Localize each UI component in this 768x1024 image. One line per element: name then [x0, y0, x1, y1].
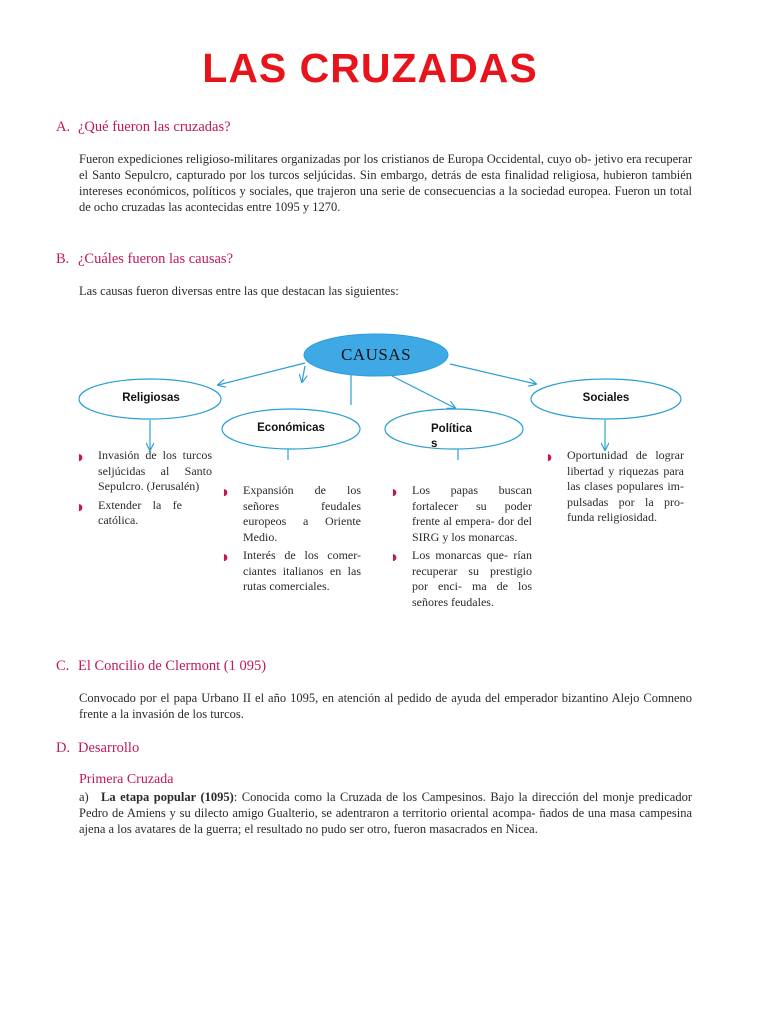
section-letter: C. [56, 658, 70, 674]
item-text: : Conocida como la Cruzada de los Campesinos. Bajo la dirección del monje predicador Pedro de Amiens y su dilecto amigo Gualterio, se adentraron a territorio oriental acompa- ñados de una masa campesina ajena a los avatares de la guerra; el resultado no pudo ser otro, fueron masacrados en Nicea. [79, 790, 692, 836]
list-item: ◗ Invasión de los turcos seljúcidas al Santo Sepulcro. (Jerusalén) [78, 448, 212, 493]
causas-label: CAUSAS [340, 345, 412, 364]
arrow-to-economicas [302, 366, 305, 382]
section-title: El Concilio de Clermont (1 095) [78, 658, 267, 674]
bullet-icon: ◗ [223, 553, 228, 563]
section-d-item [79, 789, 692, 837]
list-item: ◗ Oportunidad de lograr libertad y riquezas para las clases populares im- pulsadas por la pro- funda religiosidad. [547, 448, 684, 524]
politica-list [392, 483, 532, 613]
causes-diagram [0, 320, 768, 460]
section-title: Desarrollo [78, 740, 140, 756]
sociales-list [547, 448, 684, 529]
arrow-to-sociales [450, 364, 536, 384]
section-c-body: Convocado por el papa Urbano II el año 1095, en atención al pedido de ayuda del emperador bizantino Alejo Comneno frente a la invasión de los turcos. [79, 691, 692, 721]
section-d-heading [56, 739, 139, 757]
list-item: ◗ Expansión de los señores feudales europeos a Oriente Medio. [223, 483, 361, 544]
subheading-primera-cruzada: Primera Cruzada [79, 772, 174, 787]
arrow-to-politica [392, 376, 455, 408]
page-title: LAS CRUZADAS [202, 45, 538, 91]
bullet-icon: ◗ [547, 453, 552, 463]
bullet-icon: ◗ [223, 488, 228, 498]
economicas-list [223, 483, 361, 598]
bullet-icon: ◗ [78, 453, 83, 463]
item-bold-title: La etapa popular (1095) [101, 790, 234, 804]
economicas-label: Económicas [257, 422, 325, 434]
section-c-heading [56, 657, 266, 675]
politica-label-line1: Política [431, 423, 472, 435]
section-title: ¿Qué fueron las cruzadas? [78, 119, 231, 135]
section-letter: A. [56, 119, 71, 135]
list-item: ◗ Extender la fe católica. [78, 497, 182, 527]
politica-label-line2: s [431, 438, 438, 450]
sociales-label: Sociales [582, 392, 630, 404]
section-b-body: Las causas fueron diversas entre las que destacan las siguientes: [79, 284, 399, 298]
religiosas-list [78, 448, 212, 532]
religiosas-label: Religiosas [122, 392, 180, 404]
bullet-icon: ◗ [392, 488, 397, 498]
section-a-heading [56, 118, 231, 136]
section-a-body: Fueron expediciones religioso-militares organizadas por los cristianos de Europa Occidental, cuyo ob- jetivo era recuperar el Santo Sepulcro, capturado por los turcos seljúcidas. Sin embargo, detrás de esta finalidad religiosa, hubieron también intereses económicos, políticos y sociales, que trajeron una serie de consecuencias a la sociedad europea. Fueron un total de ocho cruzadas las acontecidas entre 1095 y 1270. [79, 152, 692, 214]
section-letter: D. [56, 740, 71, 756]
politica-label [431, 422, 472, 452]
section-b-heading [56, 250, 233, 268]
item-marker: a) [79, 790, 89, 804]
bullet-icon: ◗ [78, 502, 83, 513]
arrow-to-religiosas [218, 363, 305, 385]
section-title: ¿Cuáles fueron las causas? [78, 251, 234, 267]
section-letter: B. [56, 251, 70, 267]
bullet-icon: ◗ [392, 553, 397, 563]
list-item: ◗ Interés de los comer- ciantes italianos en las rutas comerciales. [223, 548, 361, 593]
list-item: ◗ Los papas buscan fortalecer su poder frente al empera- dor del SIRG y los monarcas. [392, 483, 532, 544]
list-item: ◗ Los monarcas que- rían recuperar su prestigio por enci- ma de los señores feudales. [392, 548, 532, 609]
